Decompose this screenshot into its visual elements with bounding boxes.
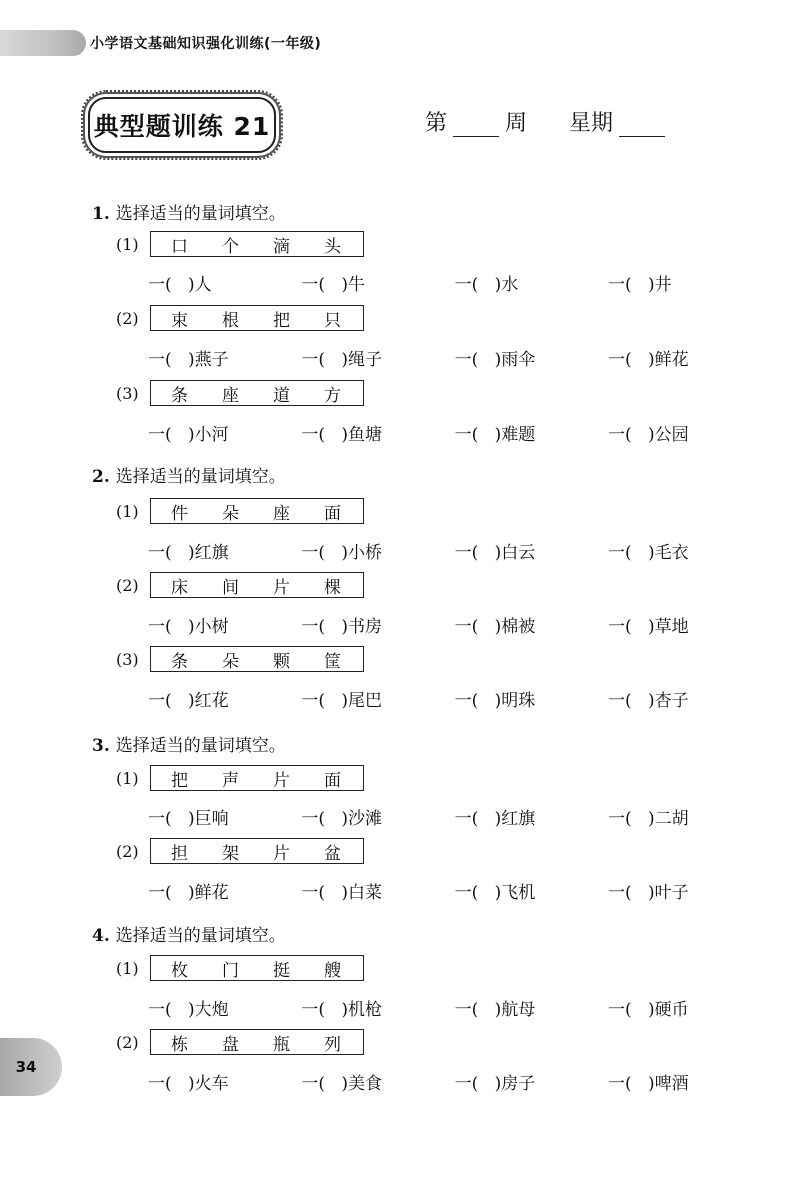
word-option: 架 <box>222 843 239 864</box>
fill-blank-item[interactable]: 一( )鲜花 <box>148 883 229 903</box>
sub-index: (2) <box>116 308 139 328</box>
fill-blank-item[interactable]: 一( )书房 <box>301 617 382 637</box>
word-option: 瓶 <box>273 1034 290 1055</box>
word-option: 条 <box>171 651 188 672</box>
week-blank[interactable] <box>453 114 499 137</box>
word-bank <box>150 646 364 672</box>
word-bank <box>150 765 364 791</box>
fill-blank-item[interactable]: 一( )红旗 <box>148 543 229 563</box>
page-number-tab <box>0 1038 62 1096</box>
fill-blank-item[interactable]: 一( )人 <box>148 275 212 295</box>
exercise-title-box <box>88 97 276 153</box>
word-option: 头 <box>324 236 341 257</box>
fill-blank-item[interactable]: 一( )明珠 <box>454 691 536 711</box>
word-option: 挺 <box>273 960 290 981</box>
word-option: 口 <box>171 236 188 257</box>
word-bank <box>150 572 364 598</box>
sub-question <box>116 838 364 864</box>
word-option: 面 <box>324 503 341 524</box>
fill-blank-item[interactable]: 一( )井 <box>607 275 672 295</box>
fill-row <box>148 345 708 370</box>
sub-question <box>116 305 364 331</box>
fill-blank-item[interactable]: 一( )棉被 <box>454 617 536 637</box>
fill-blank-item[interactable]: 一( )杏子 <box>607 691 689 711</box>
word-option: 朵 <box>222 503 239 524</box>
sub-index: (1) <box>116 234 139 254</box>
fill-row <box>148 612 708 637</box>
word-option: 间 <box>222 577 239 598</box>
fill-blank-item[interactable]: 一( )雨伞 <box>454 350 536 370</box>
fill-blank-item[interactable]: 一( )小树 <box>148 617 229 637</box>
fill-blank-item[interactable]: 一( )飞机 <box>454 883 536 903</box>
question-2 <box>92 462 286 487</box>
question-4 <box>92 921 286 946</box>
fill-blank-item[interactable]: 一( )毛衣 <box>607 543 689 563</box>
fill-blank-item[interactable]: 一( )难题 <box>454 425 536 445</box>
fill-row <box>148 686 708 711</box>
weekday-blank[interactable] <box>619 114 665 137</box>
fill-blank-item[interactable]: 一( )白云 <box>454 543 536 563</box>
word-option: 颗 <box>273 651 290 672</box>
sub-index: (1) <box>116 958 139 978</box>
fill-blank-item[interactable]: 一( )水 <box>454 275 519 295</box>
sub-question <box>116 572 364 598</box>
fill-blank-item[interactable]: 一( )啤酒 <box>607 1074 689 1094</box>
word-option: 根 <box>222 310 239 331</box>
fill-blank-item[interactable]: 一( )燕子 <box>148 350 229 370</box>
question-number: 2. <box>92 467 110 487</box>
sub-question <box>116 1029 364 1055</box>
fill-row <box>148 878 708 903</box>
fill-blank-item[interactable]: 一( )小桥 <box>301 543 382 563</box>
word-bank <box>150 305 364 331</box>
header-tab-decoration <box>0 30 86 56</box>
word-option: 艘 <box>324 960 341 981</box>
sub-question <box>116 231 364 257</box>
question-number: 3. <box>92 736 110 756</box>
week-prefix: 第 <box>425 111 448 136</box>
word-option: 床 <box>171 577 188 598</box>
word-option: 枚 <box>171 960 188 981</box>
sub-question <box>116 498 364 524</box>
fill-row <box>148 1069 708 1094</box>
word-option: 把 <box>273 310 290 331</box>
sub-index: (2) <box>116 575 139 595</box>
question-number: 1. <box>92 204 110 224</box>
fill-blank-item[interactable]: 一( )尾巴 <box>301 691 382 711</box>
book-title: 小学语文基础知识强化训练(一年级) <box>90 36 322 52</box>
fill-blank-item[interactable]: 一( )红旗 <box>454 809 536 829</box>
word-option: 筐 <box>324 651 341 672</box>
word-option: 座 <box>273 503 290 524</box>
fill-blank-item[interactable]: 一( )巨响 <box>148 809 229 829</box>
word-option: 声 <box>222 770 239 791</box>
sub-index: (3) <box>116 649 139 669</box>
question-text: 选择适当的量词填空。 <box>115 736 286 756</box>
sub-question <box>116 380 364 406</box>
fill-row <box>148 995 708 1020</box>
fill-blank-item[interactable]: 一( )绳子 <box>301 350 382 370</box>
word-option: 棵 <box>324 577 341 598</box>
word-option: 方 <box>324 385 341 406</box>
word-option: 片 <box>273 577 290 598</box>
word-option: 片 <box>273 770 290 791</box>
word-option: 只 <box>324 310 341 331</box>
weekday-label: 星期 <box>569 111 614 136</box>
page-number: 34 <box>15 1058 37 1076</box>
word-option: 列 <box>324 1034 341 1055</box>
word-option: 束 <box>171 310 188 331</box>
word-option: 片 <box>273 843 290 864</box>
question-text: 选择适当的量词填空。 <box>115 467 286 487</box>
word-option: 面 <box>324 770 341 791</box>
word-option: 朵 <box>222 651 239 672</box>
sub-index: (2) <box>116 1032 139 1052</box>
sub-index: (1) <box>116 768 139 788</box>
word-option: 盘 <box>222 1034 239 1055</box>
word-option: 滴 <box>273 236 290 257</box>
fill-blank-item[interactable]: 一( )二胡 <box>607 809 689 829</box>
word-bank <box>150 838 364 864</box>
week-day-line <box>425 106 671 137</box>
sub-index: (3) <box>116 383 139 403</box>
fill-row <box>148 270 708 295</box>
fill-blank-item[interactable]: 一( )大炮 <box>148 1000 229 1020</box>
word-option: 道 <box>273 385 290 406</box>
question-number: 4. <box>92 926 110 946</box>
sub-question <box>116 646 364 672</box>
question-text: 选择适当的量词填空。 <box>115 204 286 224</box>
question-3 <box>92 731 286 756</box>
word-bank <box>150 380 364 406</box>
sub-question <box>116 955 364 981</box>
fill-row <box>148 538 708 563</box>
fill-row <box>148 420 708 445</box>
fill-blank-item[interactable]: 一( )鲜花 <box>607 350 689 370</box>
sub-index: (2) <box>116 841 139 861</box>
question-1 <box>92 199 286 224</box>
fill-blank-item[interactable]: 一( )牛 <box>301 275 365 295</box>
fill-blank-item[interactable]: 一( )火车 <box>148 1074 229 1094</box>
word-bank <box>150 955 364 981</box>
word-bank <box>150 498 364 524</box>
word-option: 件 <box>171 503 188 524</box>
fill-blank-item[interactable]: 一( )沙滩 <box>301 809 382 829</box>
fill-blank-item[interactable]: 一( )美食 <box>301 1074 382 1094</box>
word-option: 盆 <box>324 843 341 864</box>
word-option: 把 <box>171 770 188 791</box>
question-text: 选择适当的量词填空。 <box>115 926 286 946</box>
word-option: 座 <box>222 385 239 406</box>
fill-blank-item[interactable]: 一( )叶子 <box>607 883 689 903</box>
fill-blank-item[interactable]: 一( )航母 <box>454 1000 536 1020</box>
fill-blank-item[interactable]: 一( )机枪 <box>301 1000 382 1020</box>
word-option: 栋 <box>171 1034 188 1055</box>
exercise-title: 典型题训练 21 <box>93 112 271 141</box>
fill-blank-item[interactable]: 一( )鱼塘 <box>301 425 382 445</box>
fill-blank-item[interactable]: 一( )小河 <box>148 425 229 445</box>
week-suffix: 周 <box>505 111 528 136</box>
word-bank <box>150 231 364 257</box>
fill-blank-item[interactable]: 一( )房子 <box>454 1074 536 1094</box>
fill-blank-item[interactable]: 一( )红花 <box>148 691 229 711</box>
word-bank <box>150 1029 364 1055</box>
word-option: 条 <box>171 385 188 406</box>
fill-blank-item[interactable]: 一( )白菜 <box>301 883 382 903</box>
word-option: 门 <box>222 960 239 981</box>
word-option: 个 <box>222 236 239 257</box>
sub-index: (1) <box>116 501 139 521</box>
fill-blank-item[interactable]: 一( )硬币 <box>607 1000 689 1020</box>
fill-row <box>148 804 708 829</box>
fill-blank-item[interactable]: 一( )草地 <box>607 617 689 637</box>
fill-blank-item[interactable]: 一( )公园 <box>607 425 689 445</box>
word-option: 担 <box>171 843 188 864</box>
sub-question <box>116 765 364 791</box>
